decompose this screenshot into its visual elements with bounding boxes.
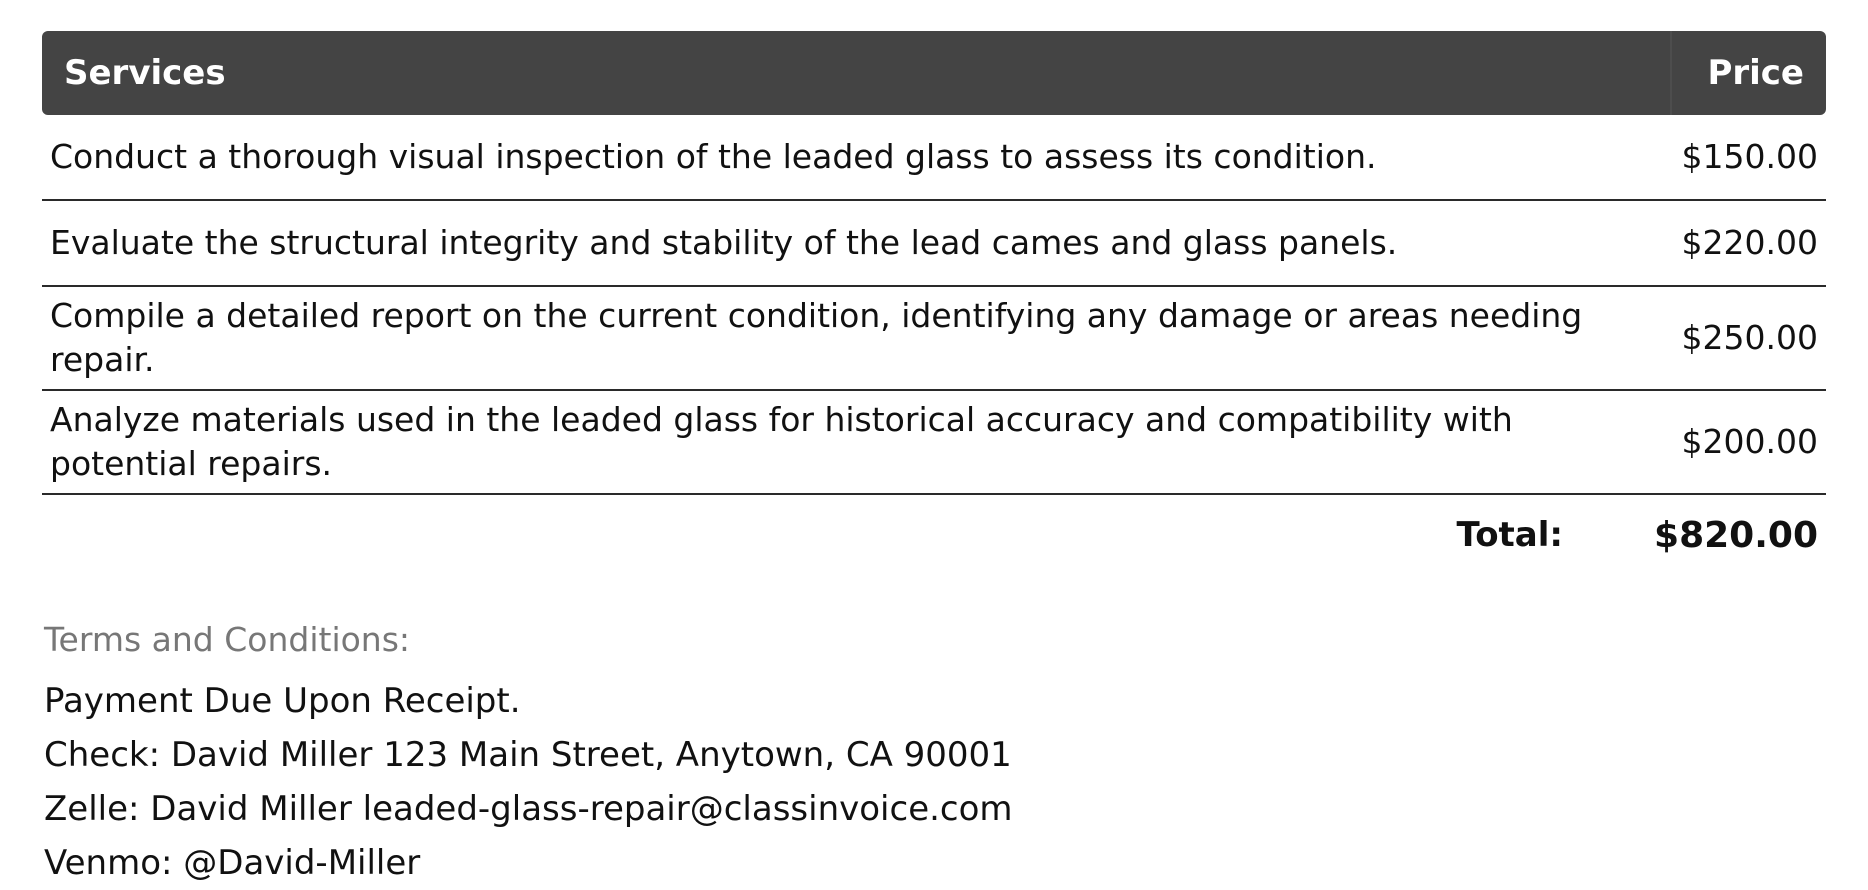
venmo-payment-text: Venmo: @David-Miller xyxy=(44,843,421,883)
services-column-header: Services xyxy=(42,31,1671,115)
services-table xyxy=(42,31,1826,495)
total-row xyxy=(42,495,1826,579)
total-value: $820.00 xyxy=(1654,515,1818,556)
terms-section xyxy=(44,618,1744,890)
check-payment-text: Check: David Miller 123 Main Street, Anytown, CA 90001 xyxy=(44,735,1012,775)
service-price: $200.00 xyxy=(1671,390,1826,494)
service-price: $220.00 xyxy=(1671,200,1826,286)
service-description: Evaluate the structural integrity and stability of the lead cames and glass panels. xyxy=(42,200,1671,286)
total-label: Total: xyxy=(1456,515,1563,555)
table-row xyxy=(42,286,1826,390)
table-row xyxy=(42,390,1826,494)
zelle-payment-text: Zelle: David Miller leaded-glass-repair@classinvoice.com xyxy=(44,789,1013,829)
table-row xyxy=(42,200,1826,286)
service-description: Analyze materials used in the leaded glass for historical accuracy and compatibility with potential repairs. xyxy=(42,390,1671,494)
service-description: Conduct a thorough visual inspection of the leaded glass to assess its condition. xyxy=(42,115,1671,200)
invoice-services-section xyxy=(42,31,1826,579)
service-price: $250.00 xyxy=(1671,286,1826,390)
service-description: Compile a detailed report on the current condition, identifying any damage or areas needing repair. xyxy=(42,286,1671,390)
payment-due-text: Payment Due Upon Receipt. xyxy=(44,681,521,721)
price-column-header: Price xyxy=(1671,31,1826,115)
service-price: $150.00 xyxy=(1671,115,1826,200)
table-row xyxy=(42,115,1826,200)
table-header-row xyxy=(42,31,1826,115)
terms-heading: Terms and Conditions: xyxy=(44,620,411,659)
